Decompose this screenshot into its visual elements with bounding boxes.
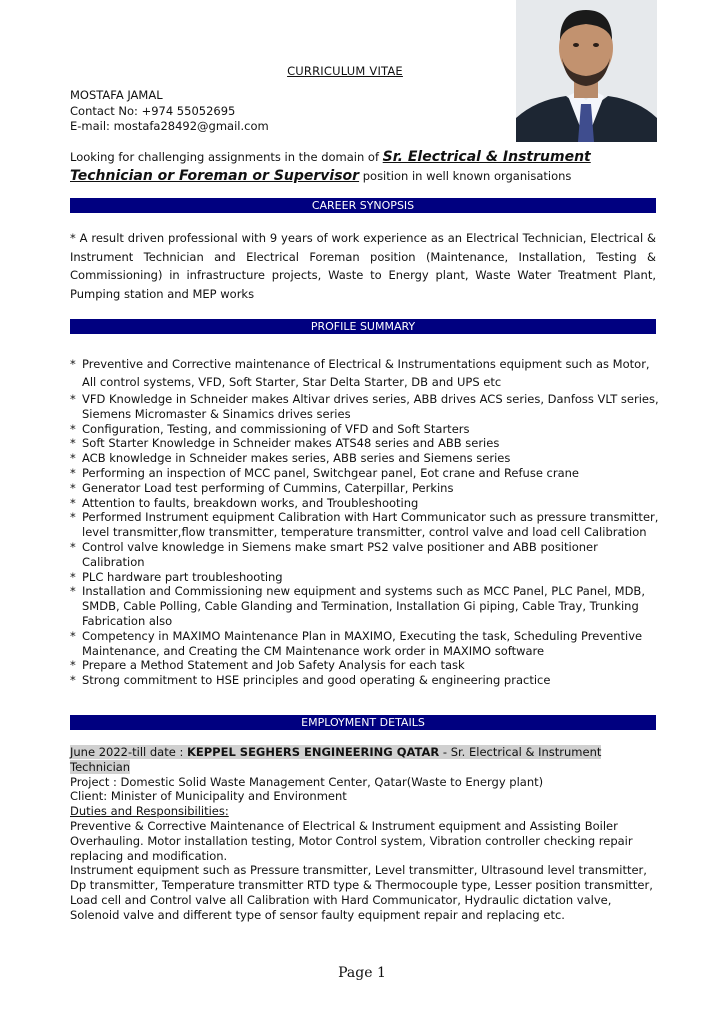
candidate-name: MOSTAFA JAMAL xyxy=(70,88,163,102)
section-title-career-synopsis: CAREER SYNOPSIS xyxy=(311,199,415,212)
contact-block xyxy=(70,88,269,135)
section-title-employment-details: EMPLOYMENT DETAILS xyxy=(301,716,425,729)
job-position: - Sr. Electrical & Instrument Technician xyxy=(70,745,602,774)
section-banner-career-synopsis xyxy=(70,198,656,213)
profile-item: * Attention to faults, breakdown works, and Troubleshooting xyxy=(70,495,419,510)
section-title-profile-summary: PROFILE SUMMARY xyxy=(310,320,416,333)
objective-suffix: position in well known organisations xyxy=(359,169,572,183)
duties-paragraph: Instrument equipment such as Pressure transmitter, Level transmitter, Ultrasound level transmitter, Dp transmitter, Temperature transmitter RTD type & Thermocouple type, Lesser position transmitter, Load cell and Control valve all Calibration with Hard Communicator, Hydraulic dictation valve, Solenoid valve and different type of sensor faulty equipment repair and replacing etc. xyxy=(70,863,653,922)
section-banner-employment-details xyxy=(70,715,656,730)
profile-item: * Soft Starter Knowledge in Schneider makes ATS48 series and ABB series xyxy=(70,436,500,451)
profile-item: * ACB knowledge in Schneider makes series, ABB series and Siemens series xyxy=(70,451,511,466)
page-number: Page 1 xyxy=(338,965,386,981)
email-address: E-mail: mostafa28492@gmail.com xyxy=(70,119,269,133)
cv-title: CURRICULUM VITAE xyxy=(287,64,403,78)
employment-headline xyxy=(70,745,656,775)
project-line: Project : Domestic Solid Waste Management Center, Qatar(Waste to Energy plant) xyxy=(70,774,544,789)
profile-item: * Installation and Commissioning new equipment and systems such as MCC Panel, PLC Panel, MDB, SMDB, Cable Polling, Cable Glanding and Termination, Installation Gi piping, Cable Tray, Trunking Fabrication also xyxy=(70,584,645,628)
client-line: Client: Minister of Municipality and Environment xyxy=(70,789,347,804)
profile-item: * Configuration, Testing, and commissioning of VFD and Soft Starters xyxy=(70,421,470,436)
contact-number: Contact No: +974 55052695 xyxy=(70,103,236,118)
profile-item: * Preventive and Corrective maintenance of Electrical & Instrumentations equipment such as Motor, All control systems, VFD, Soft Starter, Star Delta Starter, DB and UPS etc xyxy=(70,357,650,389)
profile-item: * Competency in MAXIMO Maintenance Plan in MAXIMO, Executing the task, Scheduling Preventive Maintenance, and Creating the CM Maintenance work order in MAXIMO software xyxy=(70,628,643,658)
employment-period: June 2022-till date : xyxy=(70,745,187,759)
duties-heading: Duties and Responsibilities: xyxy=(70,804,229,819)
objective-role: Sr. Electrical & Instrument Technician or Foreman or Supervisor xyxy=(70,149,591,184)
profile-item: * Control valve knowledge in Siemens make smart PS2 valve positioner and ABB positioner Calibration xyxy=(70,539,598,569)
objective-prefix: Looking for challenging assignments in the domain of xyxy=(70,150,383,164)
profile-item: * Performing an inspection of MCC panel, Switchgear panel, Eot crane and Refuse crane xyxy=(70,465,580,480)
profile-item: * Strong commitment to HSE principles and good operating & engineering practice xyxy=(70,673,551,688)
employment-details xyxy=(70,745,656,923)
profile-item: * Performed Instrument equipment Calibration with Hart Communicator such as pressure transmitter, level transmitter,flow transmitter, temperature transmitter, control valve and load cell Calibration xyxy=(70,510,659,540)
profile-item: * VFD Knowledge in Schneider makes Altivar drives series, ABB drives ACS series, Danfoss VLT series, Siemens Micromaster & Sinamics drives series xyxy=(70,392,659,421)
profile-summary-list xyxy=(70,355,660,688)
profile-item: * Prepare a Method Statement and Job Safety Analysis for each task xyxy=(70,658,465,673)
duties-paragraph: Preventive & Corrective Maintenance of Electrical & Instrument equipment and Assisting Boiler Overhauling. Motor installation testing, Motor Control system, Vibration controller checking repair replacing and modification. xyxy=(70,818,633,863)
section-banner-profile-summary xyxy=(70,319,656,334)
profile-item: * Generator Load test performing of Cummins, Caterpillar, Perkins xyxy=(70,480,454,495)
career-synopsis-text: * A result driven professional with 9 years of work experience as an Electrical Technician, Electrical & Instrument Technician and Electrical Foreman position (Maintenance, Installation, Testing & Commissioning) in infrastructure projects, Waste to Energy plant, Waste Water Treatment Plant, Pumping station and MEP works xyxy=(70,231,656,301)
career-objective xyxy=(70,148,656,186)
employer-name: KEPPEL SEGHERS ENGINEERING QATAR xyxy=(186,745,440,759)
profile-item: * PLC hardware part troubleshooting xyxy=(70,569,283,584)
